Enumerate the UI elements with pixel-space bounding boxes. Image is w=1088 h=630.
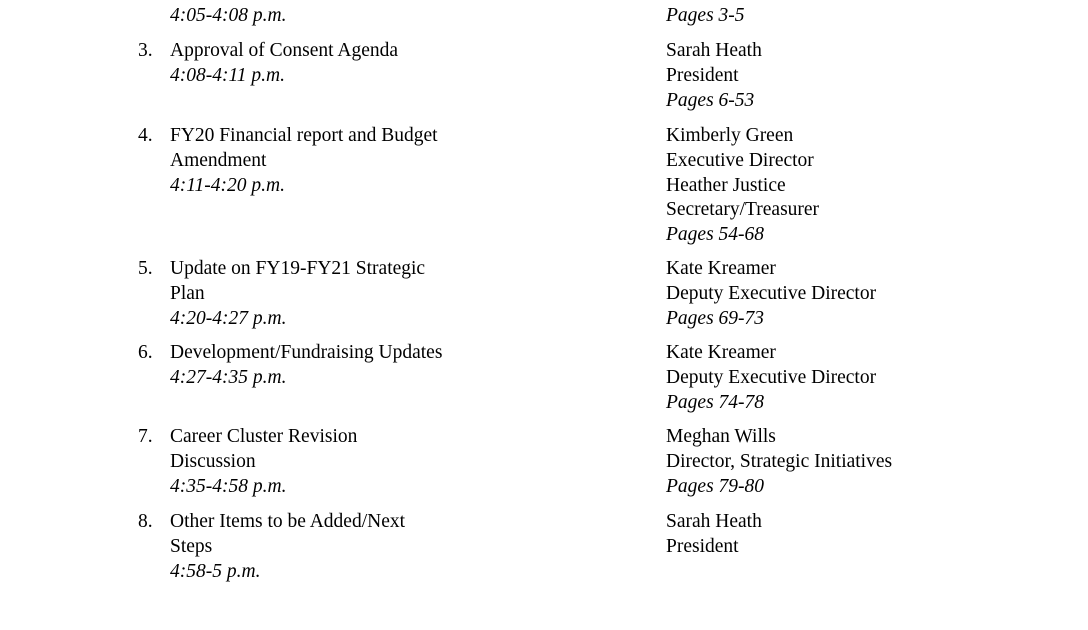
presenter-line: President (666, 535, 739, 557)
item-number: 5. (138, 258, 153, 279)
presenter-line: President (666, 64, 739, 86)
agenda-item-right (666, 510, 1066, 560)
item-title-line: Development/Fundraising Updates (170, 342, 443, 363)
agenda-item-right (666, 341, 1066, 415)
item-pages: Pages 6-53 (666, 89, 755, 111)
agenda-item-right (666, 425, 1066, 499)
presenter-line: Meghan Wills (666, 426, 776, 447)
item-number: 8. (138, 511, 153, 532)
item-title-line: Discussion (170, 450, 256, 472)
agenda-item-left (170, 4, 610, 29)
presenter-line: Deputy Executive Director (666, 282, 877, 304)
agenda-item-right (666, 39, 1066, 113)
item-title-line: Plan (170, 282, 205, 304)
presenter-line: Sarah Heath (666, 40, 762, 61)
item-title-line: Approval of Consent Agenda (170, 40, 399, 61)
item-number: 6. (138, 342, 153, 363)
item-number: 4. (138, 125, 153, 146)
presenter-line: Kate Kreamer (666, 342, 776, 363)
item-time: 4:35-4:58 p.m. (170, 475, 287, 497)
item-title-line: Update on FY19-FY21 Strategic (170, 258, 426, 279)
item-title-line: Steps (170, 535, 213, 557)
item-time: 4:08-4:11 p.m. (170, 64, 285, 86)
presenter-line: Director, Strategic Initiatives (666, 450, 893, 472)
presenter-line: Kate Kreamer (666, 258, 776, 279)
item-number: 7. (138, 426, 153, 447)
presenter-line: Deputy Executive Director (666, 366, 877, 388)
item-time: 4:58-5 p.m. (170, 560, 261, 582)
item-pages: Pages 54-68 (666, 224, 765, 246)
agenda-item-right (666, 4, 1066, 29)
agenda-item-right (666, 257, 1066, 331)
presenter-line: Executive Director (666, 149, 814, 171)
presenter-line: Heather Justice (666, 174, 786, 196)
item-title-line: FY20 Financial report and Budget (170, 125, 438, 146)
item-time: 4:05-4:08 p.m. (170, 5, 287, 26)
agenda-item-left (170, 341, 610, 391)
item-time: 4:27-4:35 p.m. (170, 366, 287, 388)
item-time: 4:20-4:27 p.m. (170, 307, 287, 329)
item-pages: Pages 3-5 (666, 5, 745, 26)
agenda-item-left (170, 124, 610, 198)
agenda-item-left (170, 39, 610, 89)
item-pages: Pages 79-80 (666, 475, 765, 497)
item-time: 4:11-4:20 p.m. (170, 174, 285, 196)
agenda-item-left (170, 257, 610, 331)
item-pages: Pages 74-78 (666, 391, 765, 413)
item-title-line: Other Items to be Added/Next (170, 511, 406, 532)
presenter-line: Sarah Heath (666, 511, 762, 532)
presenter-line: Kimberly Green (666, 125, 794, 146)
item-title-line: Career Cluster Revision (170, 426, 358, 447)
agenda-item-right (666, 124, 1066, 248)
agenda-item-left (170, 425, 610, 499)
presenter-line: Secretary/Treasurer (666, 199, 820, 221)
agenda-item-left (170, 510, 610, 584)
item-number: 3. (138, 40, 153, 61)
item-title-line: Amendment (170, 149, 267, 171)
item-pages: Pages 69-73 (666, 307, 765, 329)
